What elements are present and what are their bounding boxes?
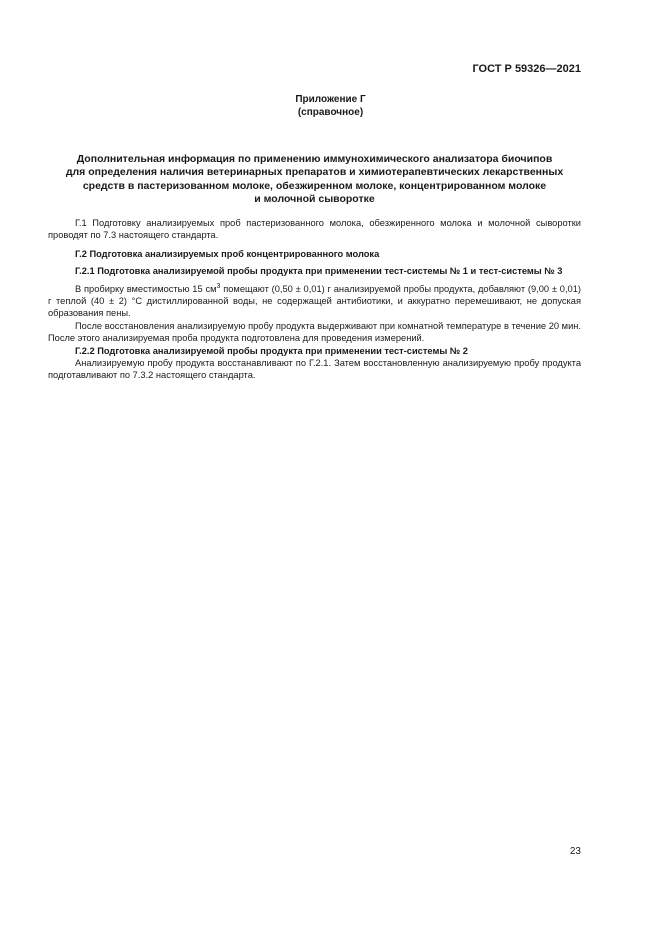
section-g22-text: Анализируемую пробу продукта восстанавливают по Г.2.1. Затем восстановленную анализируемую пробу продукта подготавливают по 7.3.2 настоящего стандарта. bbox=[48, 358, 581, 381]
document-title bbox=[48, 153, 581, 206]
section-g2-heading: Г.2 Подготовка анализируемых проб концентрированного молока bbox=[75, 248, 380, 259]
title-line: средств в пастеризованном молоке, обезжиренном молоке, концентрированном молоке bbox=[82, 179, 547, 192]
unit-superscript: 3 bbox=[216, 282, 221, 290]
title-line: и молочной сыворотке bbox=[254, 192, 375, 205]
section-g21-paragraph-1 bbox=[48, 283, 581, 320]
page-number: 23 bbox=[569, 846, 581, 857]
section-g22-heading: Г.2.2 Подготовка анализируемой пробы продукта при применении тест-системы № 2 bbox=[75, 345, 468, 356]
standard-code: ГОСТ Р 59326—2021 bbox=[472, 63, 581, 75]
g21-p1-start: В пробирку вместимостью 15 см bbox=[75, 283, 217, 294]
section-g1-text: Г.1 Подготовку анализируемых проб пастеризованного молока, обезжиренного молока и молочной сыворотки проводят по 7.3 настоящего стандарта. bbox=[48, 218, 581, 241]
annex-heading bbox=[0, 93, 661, 119]
section-g21-paragraph-2: После восстановления анализируемую пробу продукта выдерживают при комнатной температуре в течение 20 мин. После этого анализируемая проба продукта подготовлена для проведения измерений. bbox=[48, 320, 581, 344]
g21-p1-rest: помещают (0,50 ± 0,01) г анализируемой пробы продукта, добавляют (9,00 ± 0,01) г теплой (40 ± 2) °С дистиллированной воды, не содержащей антибиотики, и аккуратно перемешивают, не допуская образования пены. bbox=[48, 283, 581, 319]
annex-title: Приложение Г bbox=[295, 94, 366, 105]
title-line: Дополнительная информация по применению иммунохимического анализатора биочипов bbox=[76, 153, 553, 165]
annex-subtitle: (справочное) bbox=[297, 107, 364, 118]
title-line: для определения наличия ветеринарных препаратов и химиотерапевтических лекарственных bbox=[65, 166, 564, 179]
section-g21-heading: Г.2.1 Подготовка анализируемой пробы продукта при применении тест-системы № 1 и тест-системы № 3 bbox=[75, 266, 563, 277]
document-body bbox=[48, 217, 581, 382]
